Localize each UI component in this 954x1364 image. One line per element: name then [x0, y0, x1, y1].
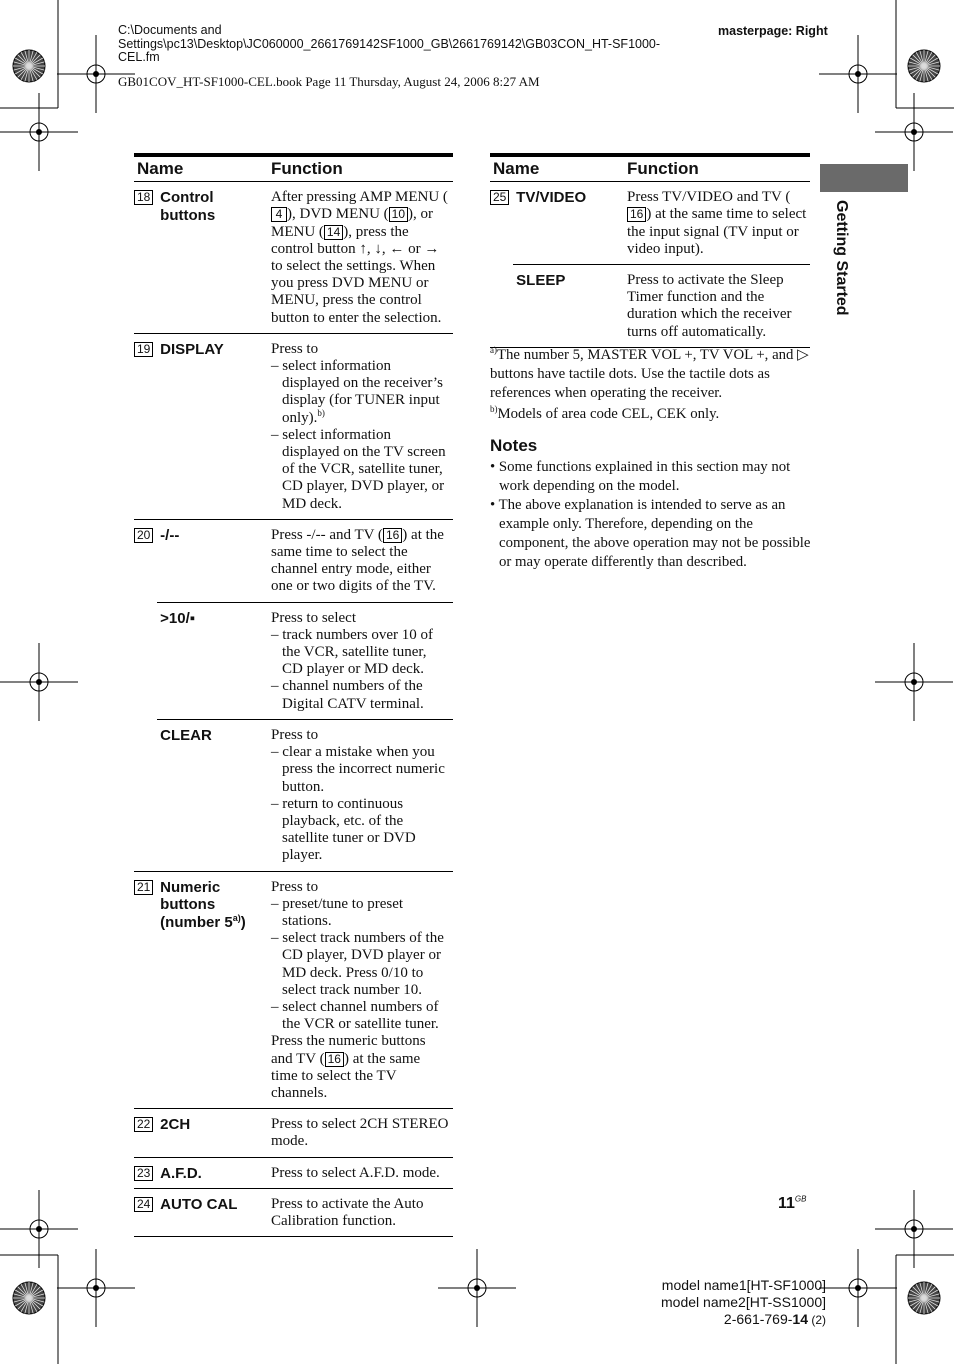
- button-function: Press to – clear a mistake when you press the incorrect numeric button. – return to continuous playback, etc. of the satellite tuner or DVD player.: [268, 719, 453, 871]
- button-name: A.F.D.: [157, 1157, 268, 1189]
- button-function: Press to select A.F.D. mode.: [268, 1157, 453, 1189]
- button-name: Control buttons: [157, 182, 268, 334]
- book-info: GB01COV_HT-SF1000-CEL.book Page 11 Thursday, August 24, 2006 8:27 AM: [118, 74, 540, 89]
- button-name: Numeric buttons (number 5$^{a)}$): [157, 871, 268, 1109]
- button-function: After pressing AMP MENU (4 ), DVD MENU ( 10 ), or MENU ( 14 ), press the control button ↑, ↓, ← or → to select the settings. When you press DVD MENU or MENU, press the control button to enter the selection.: [268, 182, 453, 334]
- button-function: Press to select – track numbers over 10 of the VCR, satellite tuner, CD player or MD deck. – channel numbers of the Digital CATV terminal.: [268, 602, 453, 719]
- note-item: • The above explanation is intended to serve as an example only. Therefore, depending on the component, the above operation may not be possible or may operate differently than described.: [490, 497, 811, 570]
- button-name: DISPLAY: [157, 333, 268, 519]
- button-function: Press TV/VIDEO and TV (16 ) at the same time to select the input signal (TV input or video input).: [624, 182, 810, 265]
- callout-number: 22: [134, 1117, 153, 1132]
- notes-heading: Notes: [490, 436, 538, 455]
- footnote-a: $^{a)}$The number 5, MASTER VOL +, TV VOL +, and ▷ buttons have tactile dots. Use the tactile dots as references when operating the receiver.: [490, 345, 809, 401]
- callout-number: 19: [134, 342, 153, 357]
- callout-number: 25: [490, 190, 509, 205]
- button-name: CLEAR: [157, 719, 268, 871]
- callout-number: 21: [134, 880, 153, 895]
- col-function-header: Function: [268, 155, 453, 182]
- callout-number: 18: [134, 190, 153, 205]
- button-name: >10/▪: [157, 602, 268, 719]
- col-name-header: Name: [134, 155, 268, 182]
- note-item: • Some functions explained in this section may not work depending on the model.: [490, 459, 791, 494]
- model-info: model name1[HT-SF1000] model name2[HT-SS1000] 2-661-769-14 (2): [661, 1277, 826, 1327]
- footnote-b: $^{b)}$Models of area code CEL, CEK only.: [490, 404, 720, 422]
- callout-number: 24: [134, 1197, 153, 1212]
- file-path: C:\Documents and Settings\pc13\Desktop\JC060000_2661769142SF1000_GB\2661769142\GB03CON_HT-SF1000- CEL.fm: [118, 23, 661, 64]
- col-name-header: Name: [490, 155, 624, 182]
- side-section-label: Getting Started: [833, 200, 850, 316]
- callout-number: 20: [134, 528, 153, 543]
- button-function: Press to select 2CH STEREO mode.: [268, 1109, 453, 1157]
- button-function: Press to – select information displayed on the receiver’s display (for TUNER input only).$^{b)}$ – select information displayed on the TV screen of the VCR, satellite tuner, CD player, DVD player, or MD deck.: [268, 333, 453, 519]
- button-name: SLEEP: [513, 265, 624, 348]
- callout-number: 23: [134, 1166, 153, 1181]
- button-function: Press to activate the Sleep Timer function and the duration which the receiver turns off automatically.: [624, 265, 810, 348]
- button-name: -/--: [157, 519, 268, 602]
- button-function: Press to – preset/tune to preset stations. – select track numbers of the CD player, DVD player or MD deck. Press 0/10 to select track number 10. – select channel numbers of the VCR or satellite tuner. Press the numeric buttons and TV ( 16 ) at the same time to select the TV channels.: [268, 871, 453, 1109]
- button-name: AUTO CAL: [157, 1189, 268, 1237]
- page-number: $11^{GB}$: [778, 1194, 807, 1212]
- button-name: TV/VIDEO: [513, 182, 624, 265]
- button-name: 2CH: [157, 1109, 268, 1157]
- button-function: Press to activate the Auto Calibration function.: [268, 1189, 453, 1237]
- button-function: Press -/-- and TV ( 16 ) at the same time to select the channel entry mode, either one or two digits of the TV.: [268, 519, 453, 602]
- masterpage-label: masterpage: Right: [718, 24, 828, 38]
- col-function-header: Function: [624, 155, 810, 182]
